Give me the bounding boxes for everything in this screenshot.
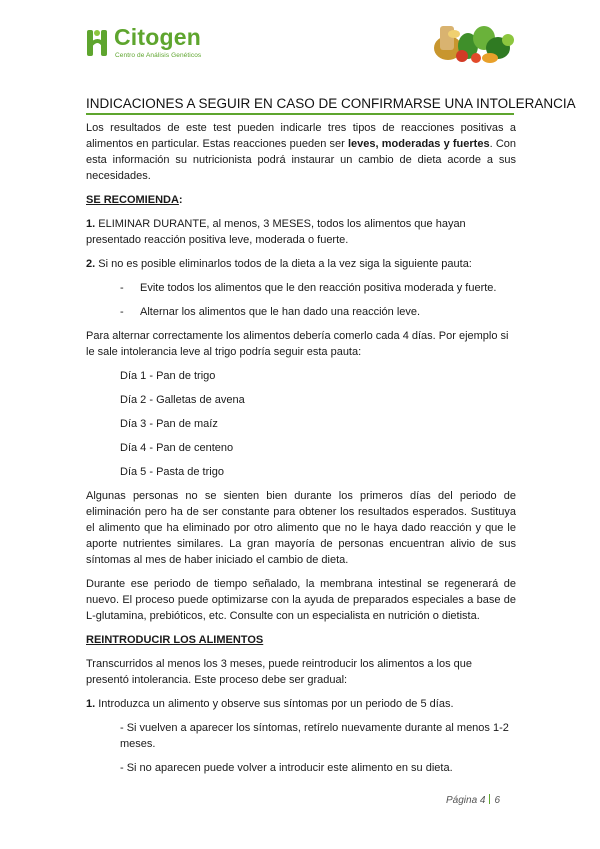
- page-total: 6: [494, 795, 501, 806]
- page-number-label: Página 4: [446, 795, 486, 806]
- reintroduce-title-text: REINTRODUCIR LOS ALIMENTOS: [86, 634, 264, 646]
- bullet-text: Alternar los alimentos que le han dado una reacción leve.: [140, 306, 421, 318]
- elimination-paragraph: Algunas personas no se sienten bien durante los primeros días del periodo de eliminación pero ha de ser constante para obtener los resultados esperados. Sustituya el alimento que ha eliminado por otro alimento que no le haya dado reacción y que le aporte nutrientes similares. La gran mayoría de personas encuentran alivio de sus síntomas al mes de haber iniciado el cambio de dieta.: [86, 490, 516, 566]
- page-heading: INDICACIONES A SEGUIR EN CASO DE CONFIRMARSE UNA INTOLERANCIA: [86, 96, 576, 111]
- citogen-logo-icon: [86, 28, 110, 58]
- list-item: - Evite todos los alimentos que le den reacción positiva moderada y fuerte.: [120, 282, 497, 294]
- item-number: 1.: [86, 218, 96, 230]
- recommend-title-text: SE RECOMIENDA: [86, 194, 179, 206]
- list-item: Día 4 - Pan de centeno: [120, 442, 234, 454]
- recommend-item-2: [86, 256, 516, 272]
- page-number: [446, 794, 500, 806]
- bullet-text: Evite todos los alimentos que le den reacción positiva moderada y fuerte.: [140, 282, 497, 294]
- alternate-paragraph: Para alternar correctamente los alimentos debería comerlo cada 4 días. Por ejemplo si le sale intolerancia leve al trigo podría seguir esta pauta:: [86, 330, 509, 358]
- reintroduce-sub-2: - Si no aparecen puede volver a introducir este alimento en su dieta.: [120, 762, 453, 774]
- intro-text-bold: leves, moderadas y fuertes: [347, 138, 490, 150]
- intro-paragraph: [86, 120, 516, 184]
- intro-text-post: . Con esta información su nutricionista podrá instaurar un cambio de dieta acorde a sus necesidades.: [86, 138, 516, 182]
- recommend-title: [86, 192, 516, 208]
- recommend-title-colon: :: [178, 194, 183, 206]
- step-text: Introduzca un alimento y observe sus síntomas por un periodo de 5 días.: [95, 698, 454, 710]
- document-body: [86, 120, 516, 784]
- list-item: Día 5 - Pasta de trigo: [120, 466, 224, 478]
- recommend-bullets: [86, 280, 516, 320]
- list-item: Día 2 - Galletas de avena: [120, 394, 245, 406]
- reintroduce-title: [86, 632, 516, 648]
- page-number-separator: [489, 794, 490, 804]
- reintroduce-sub-1: - Si vuelven a aparecer los síntomas, retírelo nuevamente durante al menos 1-2 meses.: [120, 722, 509, 750]
- item-text: Si no es posible eliminarlos todos de la dieta a la vez siga la siguiente pauta:: [95, 258, 472, 270]
- brand-tagline: Centro de Análisis Genéticos: [115, 52, 202, 59]
- vegetables-photo: [428, 18, 516, 64]
- intro-text-pre: Los resultados de este test pueden indicarle tres tipos de reacciones positivas a alimentos en particular. Estas reacciones pueden ser: [86, 122, 516, 150]
- item-text: ELIMINAR DURANTE, al menos, 3 MESES, todos los alimentos que hayan presentado reacción positiva leve, moderada o fuerte.: [86, 218, 466, 246]
- reintroduce-intro: Transcurridos al menos los 3 meses, puede reintroducir los alimentos a los que presentó intolerancia. Este proceso debe ser gradual:: [86, 658, 472, 686]
- item-number: 2.: [86, 258, 96, 270]
- recommend-item-1: [86, 216, 516, 248]
- day-schedule: [86, 368, 516, 480]
- citogen-logo: [86, 22, 216, 64]
- reintroduce-step-1: [86, 696, 516, 712]
- heading-underline: [86, 113, 514, 115]
- list-item: Día 3 - Pan de maíz: [120, 418, 218, 430]
- step-number: 1.: [86, 698, 96, 710]
- brand-name: Citogen: [114, 24, 201, 50]
- list-item: - Alternar los alimentos que le han dado una reacción leve.: [120, 306, 421, 318]
- list-item: Día 1 - Pan de trigo: [120, 370, 216, 382]
- regeneration-paragraph: Durante ese periodo de tiempo señalado, la membrana intestinal se regenerará de nuevo. El proceso puede optimizarse con la ayuda de preparados especiales a base de L-glutamina, prebióticos, etc. Consulte con un especialista en nutrición o dietista.: [86, 578, 516, 622]
